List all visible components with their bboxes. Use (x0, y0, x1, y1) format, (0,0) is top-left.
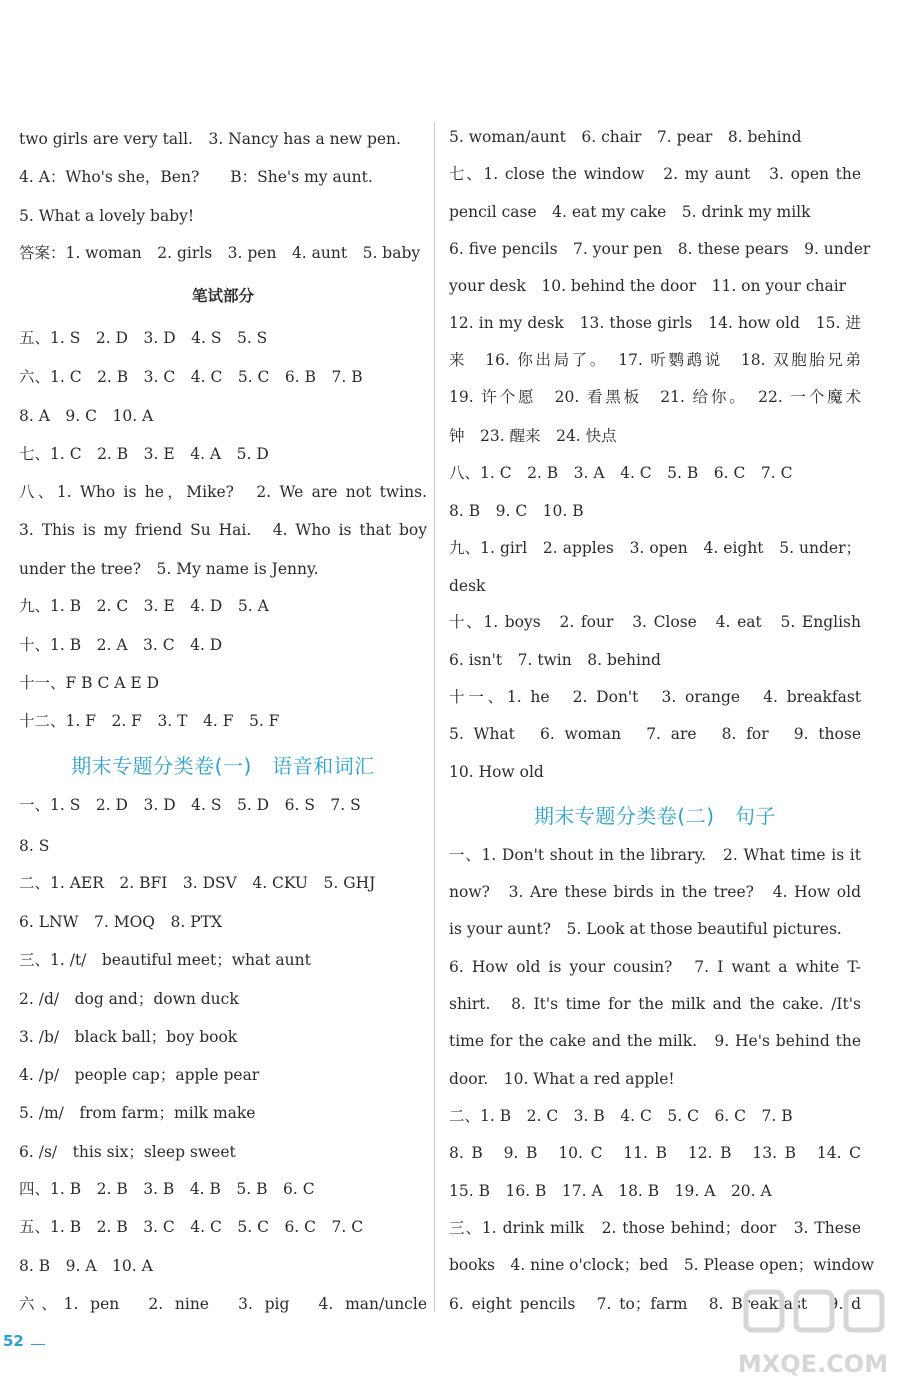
answer-line: pencil case 4. eat my cake 5. drink my milk (449, 203, 811, 221)
answer-line: 十一、F B C A E D (19, 674, 160, 692)
answer-line: books 4. nine o'clock；bed 5. Please open；window (449, 1256, 875, 1274)
page-number-rule (31, 1344, 45, 1345)
answer-line: 一、1. S 2. D 3. D 4. S 5. D 6. S 7. S (19, 796, 361, 814)
answer-line: 八、1. C 2. B 3. A 4. C 5. B 6. C 7. C (449, 464, 793, 482)
answer-line: 8. S (19, 837, 50, 855)
answer-line: your desk 10. behind the door 11. on your chair (449, 277, 847, 295)
answer-line: time for the cake and the milk. 9. He's behind the (449, 1032, 861, 1050)
answer-line: 十二、1. F 2. F 3. T 4. F 5. F (19, 712, 280, 730)
answer-line: now? 3. Are these birds in the tree? 4. How old (449, 883, 861, 901)
answer-line: 九、1. B 2. C 3. E 4. D 5. A (19, 597, 269, 615)
answer-line: 12. in my desk 13. those girls 14. how old 15. 进 (449, 314, 861, 332)
answer-line: is your aunt? 5. Look at those beautiful pictures. (449, 920, 842, 938)
column-divider (434, 122, 435, 1312)
answer-line: 七、1. close the window 2. my aunt 3. open the (449, 165, 861, 183)
answer-line: 6. LNW 7. MOQ 8. PTX (19, 913, 223, 931)
answer-line: 8. A 9. C 10. A (19, 407, 154, 425)
answer-line: door. 10. What a red apple! (449, 1070, 675, 1088)
answer-line: 8. B 9. B 10. C 11. B 12. B 13. B 14. C (449, 1144, 861, 1162)
answer-line: 五、1. S 2. D 3. D 4. S 5. S (19, 329, 268, 347)
answer-line: 6. How old is your cousin? 7. I want a white T- (449, 958, 861, 976)
answer-line: 6. eight pencils 7. to；farm 8. Breakfast 9. d (449, 1295, 861, 1313)
answer-line: 四、1. B 2. B 3. B 4. B 5. B 6. C (19, 1180, 315, 1198)
answer-line: 8. B 9. A 10. A (19, 1257, 153, 1275)
answer-line: 二、1. B 2. C 3. B 4. C 5. C 6. C 7. B (449, 1107, 793, 1125)
answer-line: 来 16. 你出局了。 17. 听鹦鹉说 18. 双胞胎兄弟 (449, 351, 861, 369)
answer-line: 6. five pencils 7. your pen 8. these pears 9. under (449, 240, 871, 258)
watermark-text: MXQE.COM (737, 1350, 889, 1378)
answer-line: 6. /s/ this six；sleep sweet (19, 1143, 236, 1161)
answer-line: 五、1. B 2. B 3. C 4. C 5. C 6. C 7. C (19, 1218, 364, 1236)
answer-line: 8. B 9. C 10. B (449, 502, 584, 520)
answer-line: two girls are very tall. 3. Nancy has a new pen. (19, 130, 401, 148)
answer-line: 八、1. Who is he，Mike? 2. We are not twins. (19, 483, 427, 501)
answer-line: 六、1. C 2. B 3. C 4. C 5. C 6. B 7. B (19, 368, 363, 386)
answer-line: 六、1. pen 2. nine 3. pig 4. man/uncle (19, 1295, 427, 1313)
section-heading: 期末专题分类卷(二) 句子 (533, 804, 777, 828)
answer-line: 一、1. Don't shout in the library. 2. What time is it (449, 846, 861, 864)
answer-line: 十、1. boys 2. four 3. Close 4. eat 5. English (449, 613, 861, 631)
answer-line: 4. /p/ people cap；apple pear (19, 1066, 260, 1084)
answer-line: 5. What a lovely baby! (19, 207, 195, 225)
answer-line: 十一、1. he 2. Don't 3. orange 4. breakfast (449, 688, 861, 706)
answer-line: 6. isn't 7. twin 8. behind (449, 651, 661, 669)
answer-line: 钟 23. 醒来 24. 快点 (449, 427, 617, 445)
watermark-logo (734, 1286, 892, 1382)
subsection-heading: 笔试部分 (191, 287, 254, 305)
answer-line: 15. B 16. B 17. A 18. B 19. A 20. A (449, 1182, 772, 1200)
answer-line: 十、1. B 2. A 3. C 4. D (19, 636, 223, 654)
answer-line: 二、1. AER 2. BFI 3. DSV 4. CKU 5. GHJ (19, 874, 376, 892)
answer-line: 九、1. girl 2. apples 3. open 4. eight 5. under； (449, 539, 861, 557)
answer-line: 3. /b/ black ball；boy book (19, 1028, 238, 1046)
answer-line: 3. This is my friend Su Hai. 4. Who is that boy (19, 521, 427, 539)
answer-line: 三、1. drink milk 2. those behind；door 3. These (449, 1219, 861, 1237)
answer-line: under the tree? 5. My name is Jenny. (19, 560, 319, 578)
answer-line: 2. /d/ dog and；down duck (19, 990, 239, 1008)
page-number: 52 (3, 1332, 24, 1350)
answer-line: shirt. 8. It's time for the milk and the cake. /It's (449, 995, 861, 1013)
answer-line: 5. /m/ from farm；milk make (19, 1104, 256, 1122)
answer-line: 10. How old (449, 763, 544, 781)
answer-line: 5. woman/aunt 6. chair 7. pear 8. behind (449, 128, 802, 146)
answer-line: 5. What 6. woman 7. are 8. for 9. those (449, 725, 861, 743)
answer-line: 三、1. /t/ beautiful meet；what aunt (19, 951, 311, 969)
answer-line: 19. 许个愿 20. 看黑板 21. 给你。 22. 一个魔术 (449, 388, 861, 406)
answer-line: 答案：1. woman 2. girls 3. pen 4. aunt 5. baby (19, 244, 421, 262)
answer-line: desk (449, 577, 486, 595)
answer-line: 七、1. C 2. B 3. E 4. A 5. D (19, 445, 269, 463)
answer-line: 4. A：Who's she，Ben? B：She's my aunt. (19, 168, 373, 186)
section-heading: 期末专题分类卷(一) 语音和词汇 (71, 754, 375, 778)
